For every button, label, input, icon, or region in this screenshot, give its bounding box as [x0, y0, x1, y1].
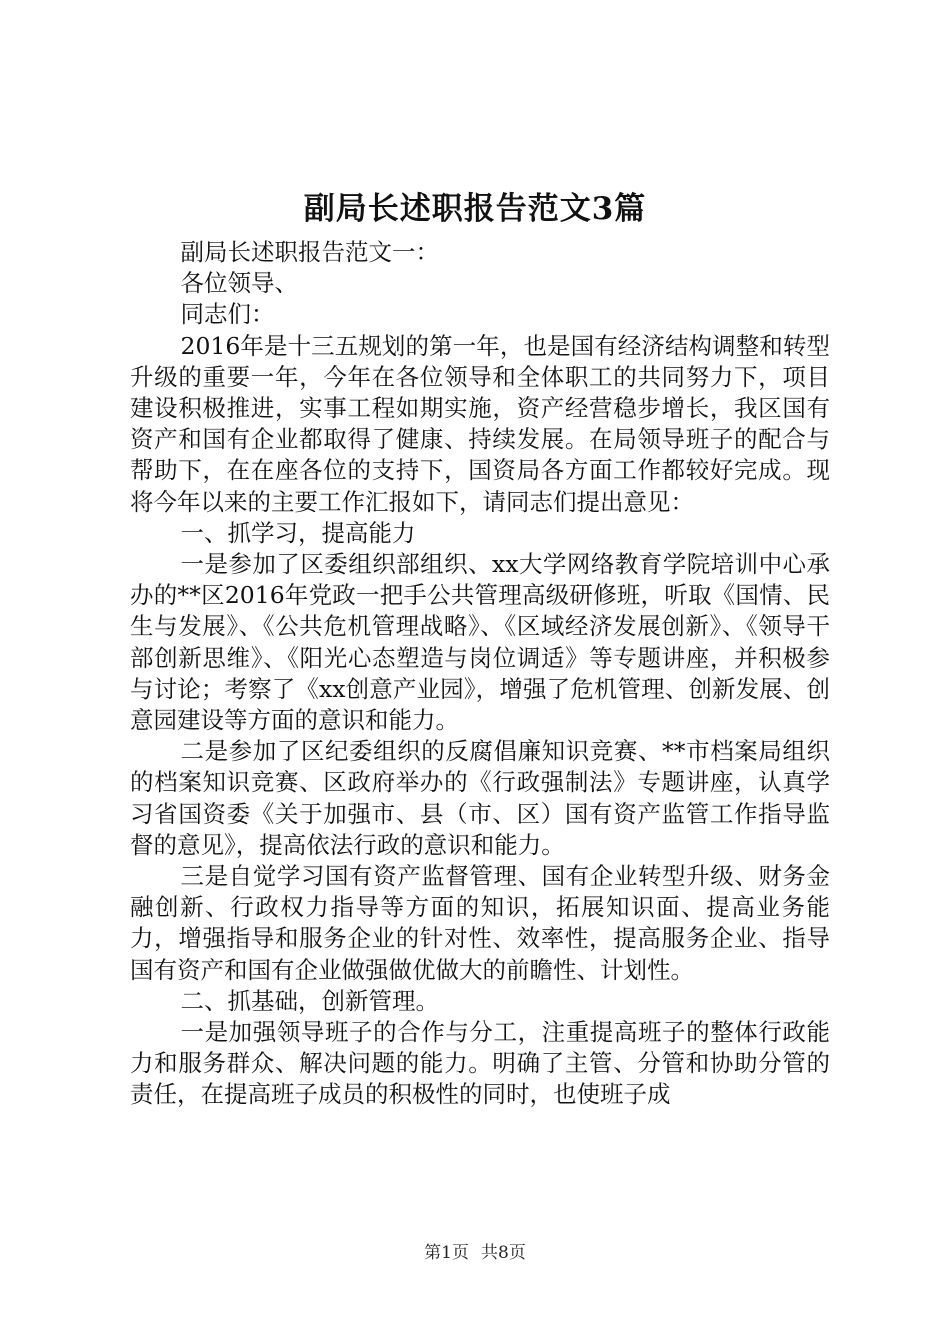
document-body [130, 237, 830, 1111]
study-item-3: 三是自觉学习国有资产监督管理、国有企业转型升级、财务金融创新、行政权力指导等方面的知识，拓展知识面、提高业务能力，增强指导和服务企业的针对性、效率性，提高服务企业、指导国有资产和国有企业做强做优做大的前瞻性、计划性。 [130, 862, 830, 984]
study-item-2: 二是参加了区纪委组织的反腐倡廉知识竞赛、**市档案局组织的档案知识竞赛、区政府举办的《行政强制法》专题讲座，认真学习省国资委《关于加强市、县（市、区）国有资产监管工作指导监督的意见》，提高依法行政的意识和能力。 [130, 737, 830, 859]
study-item-1: 一是参加了区委组织部组织、xx大学网络教育学院培训中心承办的**区2016年党政一把手公共管理高级研修班，听取《国情、民生与发展》、《公共危机管理战略》、《区域经济发展创新》、《领导干部创新思维》、《阳光心态塑造与岗位调适》等专题讲座，并积极参与讨论；考察了《xx创意产业园》，增强了危机管理、创新发展、创意园建设等方面的意识和能力。 [130, 550, 830, 735]
page-footer [0, 1241, 950, 1265]
foundation-item-1: 一是加强领导班子的合作与分工，注重提高班子的整体行政能力和服务群众、解决问题的能力。明确了主管、分管和协助分管的责任，在提高班子成员的积极性的同时，也使班子成 [130, 1018, 830, 1109]
salutation-leaders: 各位领导、 [180, 269, 299, 298]
document-title: 副局长述职报告范文3篇 [303, 191, 647, 227]
heading-paragraph: 副局长述职报告范文一： [180, 238, 440, 266]
page-total: 共8页 [481, 1243, 526, 1263]
salutation-comrades: 同志们： [180, 300, 275, 329]
page-number: 第1页 [424, 1243, 469, 1263]
intro-paragraph: 2016年是十三五规划的第一年，也是国有经济结构调整和转型升级的重要一年，今年在各位领导和全体职工的共同努力下，项目建设积极推进，实事工程如期实施，资产经营稳步增长，我区国有资产和国有企业都取得了健康、持续发展。在局领导班子的配合与帮助下，在在座各位的支持下，国资局各方面工作都较好完成。现将今年以来的主要工作汇报如下，请同志们提出意见： [130, 331, 830, 516]
section-heading-study: 一、抓学习，提高能力 [180, 518, 416, 547]
section-heading-foundation: 二、抓基础，创新管理。 [180, 986, 440, 1015]
